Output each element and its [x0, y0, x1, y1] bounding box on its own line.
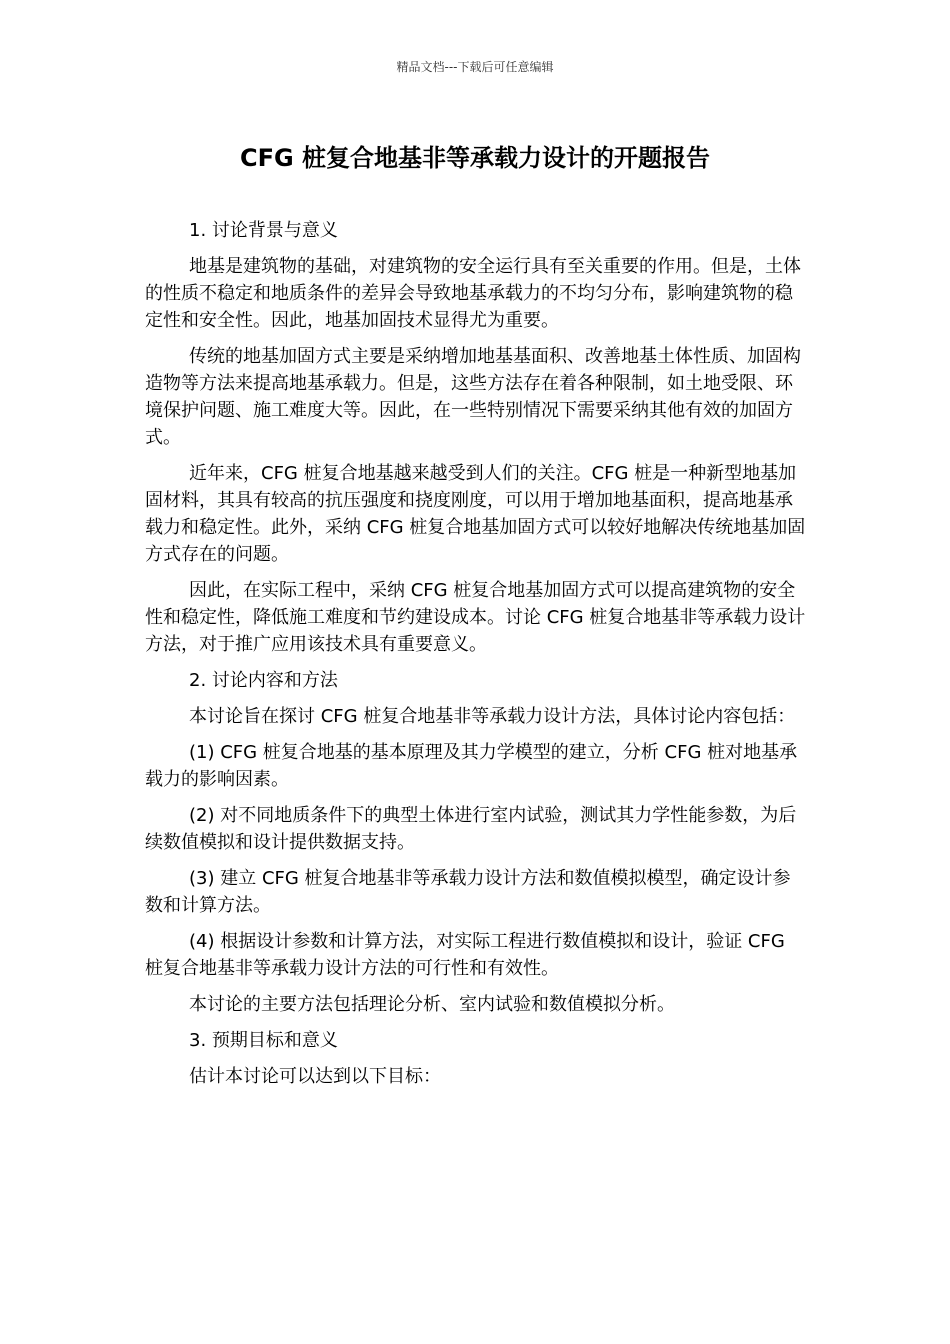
section-heading-1: 1. 讨论背景与意义 — [189, 220, 338, 241]
header-watermark: 精品文档---下载后可任意编辑 — [396, 60, 554, 74]
paragraph: 本讨论旨在探讨 CFG 桩复合地基非等承载力设计方法，具体讨论内容包括： — [189, 706, 796, 727]
paragraph: 近年来，CFG 桩复合地基越来越受到人们的关注。CFG 桩是一种新型地基加固材料，其具有较高的抗压强度和挠度刚度，可以用于增加地基面积，提高地基承载力和稳定性。此外，采纳 CFG 桩复合地基加固方式可以较好地解决传统地基加固方式存在的问题。 — [145, 463, 806, 565]
section-heading-2: 2. 讨论内容和方法 — [189, 670, 338, 691]
list-item: (3) 建立 CFG 桩复合地基非等承载力设计方法和数值模拟模型，确定设计参数和计算方法。 — [145, 868, 791, 916]
section-heading-3: 3. 预期目标和意义 — [189, 1030, 338, 1051]
paragraph: 因此，在实际工程中，采纳 CFG 桩复合地基加固方式可以提高建筑物的安全性和稳定性，降低施工难度和节约建设成本。讨论 CFG 桩复合地基非等承载力设计方法，对于推广应用该技术具有重要意义。 — [145, 580, 806, 655]
paragraph: 地基是建筑物的基础，对建筑物的安全运行具有至关重要的作用。但是，土体的性质不稳定和地质条件的差异会导致地基承载力的不均匀分布，影响建筑物的稳定性和安全性。因此，地基加固技术显得尤为重要。 — [145, 256, 801, 331]
list-item: (4) 根据设计参数和计算方法，对实际工程进行数值模拟和设计，验证 CFG 桩复合地基非等承载力设计方法的可行性和有效性。 — [145, 931, 785, 979]
paragraph: 估计本讨论可以达到以下目标： — [189, 1066, 441, 1087]
paragraph: 本讨论的主要方法包括理论分析、室内试验和数值模拟分析。 — [189, 994, 675, 1015]
document-body — [145, 217, 807, 1099]
paragraph: 传统的地基加固方式主要是采纳增加地基基面积、改善地基土体性质、加固构造物等方法来提高地基承载力。但是，这些方法存在着各种限制，如土地受限、环境保护问题、施工难度大等。因此，在一些特别情况下需要采纳其他有效的加固方式。 — [145, 346, 801, 448]
document-title: CFG 桩复合地基非等承载力设计的开题报告 — [239, 144, 711, 172]
list-item: (1) CFG 桩复合地基的基本原理及其力学模型的建立，分析 CFG 桩对地基承载力的影响因素。 — [145, 742, 798, 790]
list-item: (2) 对不同地质条件下的典型土体进行室内试验，测试其力学性能参数，为后续数值模拟和设计提供数据支持。 — [145, 805, 797, 853]
